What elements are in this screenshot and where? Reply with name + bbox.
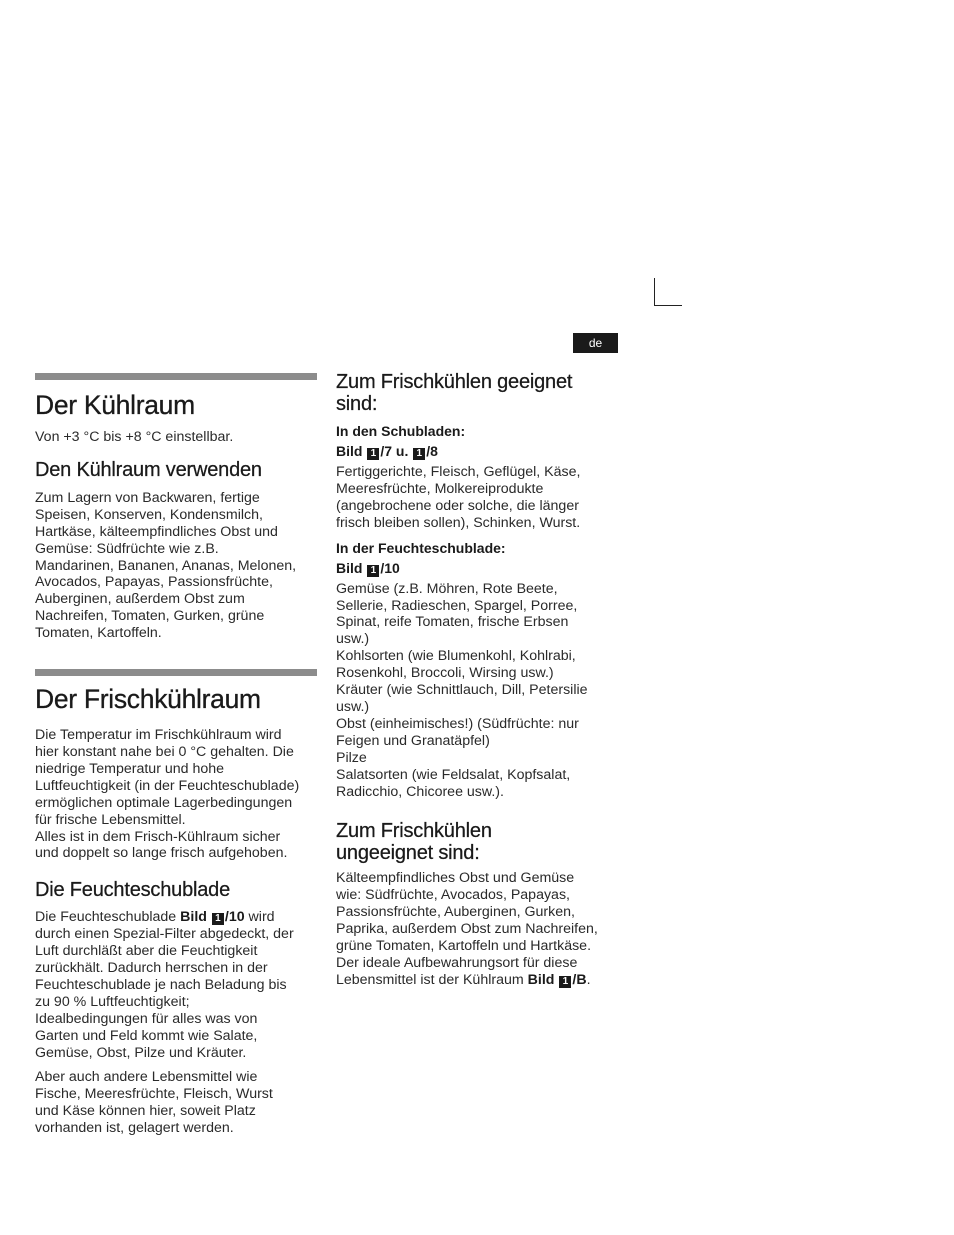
schubladen-heading: In den Schubladen: — [336, 423, 466, 439]
schubladen-text: Fertiggerichte, Fleisch, Geflügel, Käse, Meeresfrüchte, Molkereiprodukte (angebrochene oder solche, die länger frisch bleiben sollen), Schinken, Wurst. — [336, 464, 581, 531]
kuehlraum-range: Von +3 °C bis +8 °C einstellbar. — [35, 429, 234, 445]
kuehlraum-use-title: Den Kühlraum verwenden — [35, 458, 262, 481]
figure-number-icon: 1 — [367, 565, 379, 577]
section-rule — [35, 373, 317, 380]
crop-corner-mark — [654, 278, 682, 306]
ungeeignet-title: Zum Frischkühlen ungeeignet sind: — [336, 820, 492, 865]
feuchteschublade-text-1: Die Feuchteschublade Bild 1 /10 wird durch einen Spezial-Filter abgedeckt, der Luft durchläßt aber die Feuchtigkeit zurückhält. Dadurch herrschen in der Feuchteschublade je nach Beladung bis zu 90 % Luftfeuchtigkeit; Idealbedingungen für alles was von Garten und Feld kommt wie Salate, Gemüse, Obst, Pilze und Kräuter. — [35, 909, 294, 1061]
left-column — [35, 373, 317, 1137]
feuchteschublade-figure-reference: Bild 1 /10 — [336, 559, 400, 576]
frischkuehlraum-title: Der Frischkühlraum — [35, 684, 261, 715]
frischkuehlraum-text: Die Temperatur im Frischkühlraum wird hier konstant nahe bei 0 °C gehalten. Die niedrige Temperatur und hohe Luftfeuchtigkeit (in der Feuchteschublade) ermöglichen optimale Lagerbedingungen für frische Lebensmittel. Alles ist in dem Frisch-Kühlraum sicher und doppelt so lange frisch aufgehoben. — [35, 727, 300, 862]
kuehlraum-title: Der Kühlraum — [35, 390, 195, 420]
section-rule — [35, 669, 317, 676]
kuehlraum-use-text: Zum Lagern von Backwaren, fertige Speisen, Konserven, Kondensmilch, Hartkäse, kälteempfindliches Obst und Gemüse: Südfrüchte wie z.B. Mandarinen, Bananen, Ananas, Melonen, Avocados, Papayas, Passionsfrüchte, Auberginen, außerdem Obst zum Nachreifen, Tomaten, Gurken, grüne Tomaten, Kartoffeln. — [35, 489, 297, 642]
geeignet-title: Zum Frischkühlen geeignet sind: — [336, 371, 573, 415]
figure-number-icon: 1 — [367, 448, 379, 460]
language-badge: de — [573, 333, 618, 353]
figure-number-icon: 1 — [413, 448, 425, 460]
figure-reference: Bild 1 /B — [527, 971, 587, 988]
feuchteschublade-text-2: Aber auch andere Lebensmittel wie Fische, Meeresfrüchte, Fleisch, Wurst und Käse können hier, soweit Platz vorhanden ist, gelagert werden. — [35, 1069, 273, 1137]
feuchteschublade-text: Gemüse (z.B. Möhren, Rote Beete, Sellerie, Radieschen, Spargel, Porree, Spinat, reife Tomaten, frische Erbsen usw.) Kohlsorten (wie Blumenkohl, Kohlrabi, Rosenkohl, Broccoli, Wirsing usw.) Kräuter (wie Schnittlauch, Dill, Petersilie usw.) Obst (einheimisches!) (Südfrüchte: nur Feigen und Granatäpfel) Pilze Salatsorten (wie Feldsalat, Kopfsalat, Radicchio, Chicoree usw.). — [336, 580, 588, 800]
figure-reference: Bild 1 /10 — [180, 909, 245, 926]
figure-number-icon: 1 — [212, 913, 224, 925]
ungeeignet-text: Kälteempfindliches Obst und Gemüse wie: Südfrüchte, Avocados, Papayas, Passionsfrüchte, Auberginen, Gurken, Paprika, außerdem Obst zum Nachreifen, grüne Tomaten, Kartoffeln und Hartkäse. Der ideale Aufbewahrungsort für diese Lebensmittel ist der Kühlraum Bild 1 /B. — [336, 870, 598, 988]
figure-number-icon: 1 — [559, 976, 571, 988]
feuchteschublade-title: Die Feuchteschublade — [35, 879, 231, 902]
feuchteschublade-heading: In der Feuchteschublade: — [336, 539, 506, 556]
schubladen-figure-reference: Bild 1 /7 u. 1 /8 — [336, 443, 438, 459]
right-column — [336, 371, 621, 989]
